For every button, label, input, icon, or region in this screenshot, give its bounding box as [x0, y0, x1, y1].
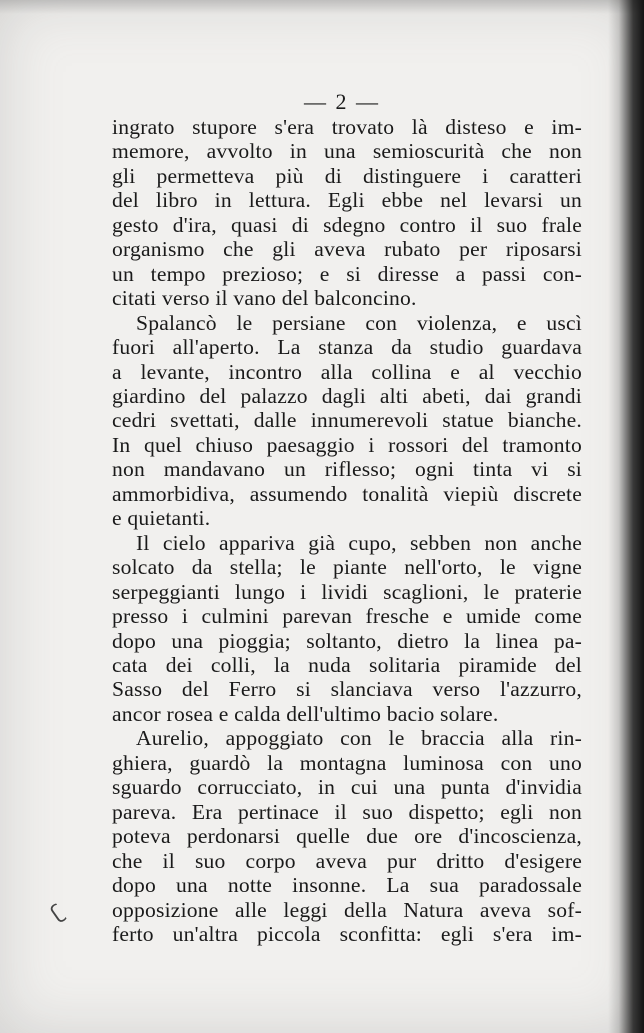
text-line: ammorbidiva, assumendo tonalità viepiù discrete: [112, 481, 582, 506]
text-line: ghiera, guardò la montagna luminosa con uno: [112, 750, 582, 775]
text-line: Aurelio, appoggiato con le braccia alla rin-: [136, 726, 582, 751]
page-number: — 2 —: [304, 89, 380, 114]
text-line: non mandavano un riflesso; ogni tinta vi si: [112, 457, 582, 482]
text-line: cata dei colli, la nuda solitaria piramide del: [112, 652, 582, 677]
margin-pencil-mark: ʗ: [46, 899, 69, 925]
text-line: ferto un'altra piccola sconfitta: egli s'era im-: [112, 921, 582, 946]
text-line: In quel chiuso paesaggio i rossori del tramonto: [112, 432, 582, 457]
text-line: cedri svettati, dalle innumerevoli statue bianche.: [112, 408, 582, 433]
text-line: opposizione alle leggi della Natura aveva sof-: [112, 897, 582, 922]
text-line: ancor rosea e calda dell'ultimo bacio solare.: [112, 701, 499, 726]
text-line: del libro in lettura. Egli ebbe nel levarsi un: [112, 188, 582, 213]
text-line: memore, avvolto in una semioscurità che non: [112, 139, 582, 164]
body-text: [112, 115, 582, 946]
text-line: Sasso del Ferro si slanciava verso l'azzurro,: [112, 677, 582, 702]
text-line: ingrato stupore s'era trovato là disteso e im-: [112, 115, 582, 139]
text-line: Spalancò le persiane con violenza, e uscì: [136, 310, 582, 335]
book-spine-shadow: [608, 0, 644, 1033]
page-top-edge: [0, 0, 644, 14]
text-line: che il suo corpo aveva pur dritto d'esigere: [112, 848, 582, 873]
text-line: citati verso il vano del balconcino.: [112, 286, 417, 311]
text-line: serpeggianti lungo i lividi scaglioni, le praterie: [112, 579, 582, 604]
text-line: gesto d'ira, quasi di sdegno contro il suo frale: [112, 212, 582, 237]
text-line: pareva. Era pertinace il suo dispetto; egli non: [112, 799, 582, 824]
text-line: presso i culmini parevan fresche e umide come: [112, 604, 582, 629]
text-line: dopo una notte insonne. La sua paradossale: [112, 873, 582, 898]
text-line: dopo una pioggia; soltanto, dietro la linea pa-: [112, 628, 582, 653]
text-line: solcato da stella; le piante nell'orto, le vigne: [112, 555, 582, 580]
text-line: organismo che gli aveva rubato per riposarsi: [112, 237, 582, 262]
text-line: poteva perdonarsi quelle due ore d'incoscienza,: [112, 824, 582, 849]
text-line: Il cielo appariva già cupo, sebben non anche: [136, 530, 582, 555]
text-line: fuori all'aperto. La stanza da studio guardava: [112, 335, 582, 360]
text-line: giardino del palazzo dagli alti abeti, dai grandi: [112, 383, 582, 408]
text-line: a levante, incontro alla collina e al vecchio: [112, 359, 582, 384]
text-line: sguardo corrucciato, in cui una punta d'invidia: [112, 775, 582, 800]
text-line: e quietanti.: [112, 506, 211, 531]
text-line: un tempo prezioso; e si diresse a passi con-: [112, 261, 582, 286]
text-line: gli permetteva più di distinguere i caratteri: [112, 163, 582, 188]
